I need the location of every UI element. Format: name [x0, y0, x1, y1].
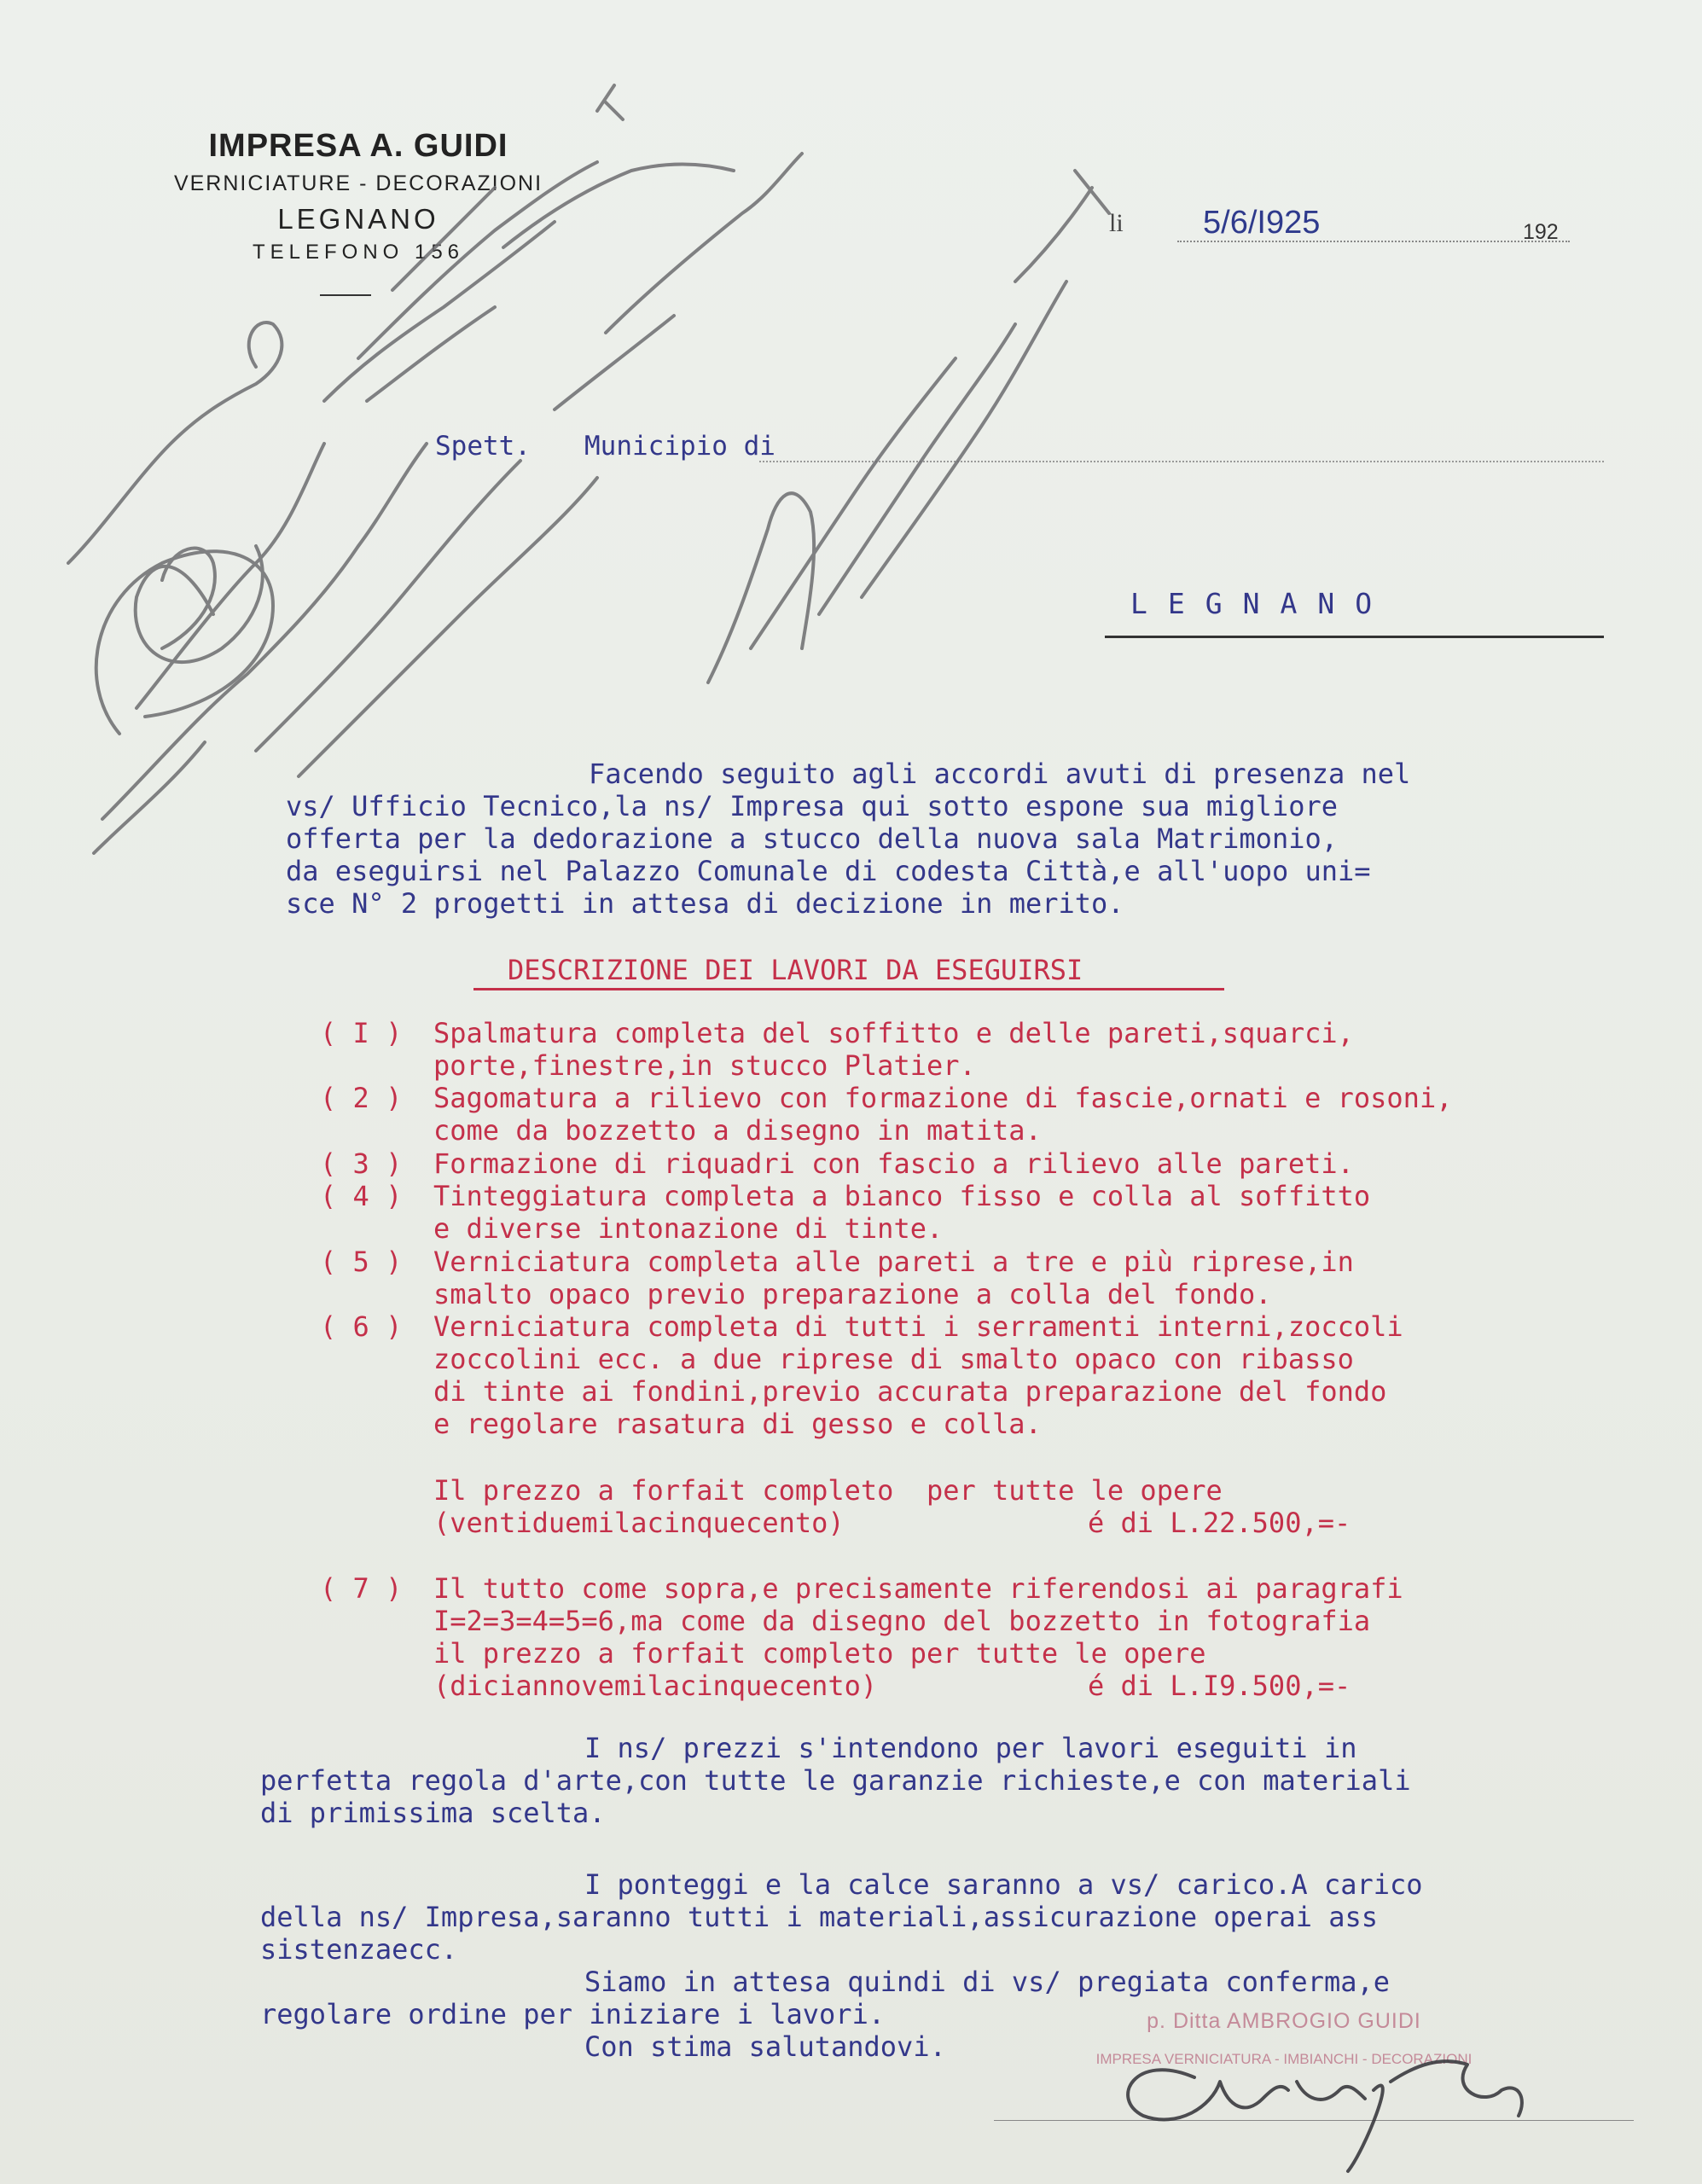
item-line: Tinteggiatura completa a bianco fisso e colla al soffitto [433, 1180, 1371, 1212]
letterhead [119, 128, 597, 264]
item-line: zoccolini ecc. a due riprese di smalto opaco con ribasso [433, 1343, 1354, 1375]
stamp-line: p. Ditta AMBROGIO GUIDI [1147, 2009, 1421, 2033]
letterhead-rule [320, 294, 371, 296]
recipient-city: LEGNANO [1130, 587, 1393, 620]
item-number: ( 2 ) [320, 1082, 403, 1114]
price1-line: Il prezzo a forfait completo per tutte le opere [433, 1474, 1223, 1507]
closing-line: sistenzaecc. [260, 1933, 458, 1966]
company-name: IMPRESA A. GUIDI [208, 128, 508, 164]
item-line: Sagomatura a rilievo con formazione di fascie,ornati e rosoni, [433, 1082, 1453, 1114]
pencil-note [96, 551, 273, 734]
pencil-note [708, 493, 814, 682]
item-line: e diverse intonazione di tinte. [433, 1212, 944, 1245]
signature-picture [1128, 2070, 1288, 2119]
closing-line: della ns/ Impresa,saranno tutti i materiali,assicurazione operai ass [260, 1901, 1379, 1933]
recipient-dotted-line [759, 461, 1604, 462]
pencil-note [367, 307, 495, 401]
pencil-note [862, 282, 1066, 597]
pencil-note [299, 478, 597, 776]
recipient-name: Municipio di [584, 431, 775, 462]
date-dotted-line [1177, 241, 1570, 242]
date-year-print: 192 [1523, 220, 1559, 244]
pencil-note [751, 358, 956, 648]
item-number: ( 6 ) [320, 1310, 403, 1343]
pencil-note [162, 549, 215, 648]
price2-amount: é di L.I9.500,=- [1088, 1670, 1351, 1702]
item-number: ( 3 ) [320, 1147, 403, 1180]
date-prefix: li [1109, 209, 1124, 237]
item-number: ( 5 ) [320, 1246, 403, 1278]
item-line: il prezzo a forfait completo per tutte le opere [433, 1637, 1206, 1670]
item-line: porte,finestre,in stucco Platier. [433, 1049, 976, 1082]
item-line: di tinte ai fondini,previo accurata preparazione del fondo [433, 1375, 1387, 1408]
closing-line: regolare ordine per iniziare i lavori. [260, 1998, 886, 2030]
price2-words: (diciannovemilacinquecento) [433, 1670, 878, 1702]
recipient-city-rule [1105, 636, 1604, 638]
pencil-note [256, 461, 520, 751]
item-line: smalto opaco previo preparazione a colla del fondo. [433, 1278, 1272, 1310]
price1-amount: é di L.22.500,=- [1088, 1507, 1351, 1539]
price1-words: (ventiduemilacinquecento) [433, 1507, 845, 1539]
pencil-note [819, 324, 1015, 614]
item-line: I=2=3=4=5=6,ma come da disegno del bozzetto in fotografia [433, 1605, 1371, 1637]
item-line: Verniciatura completa alle pareti a tre e più riprese,in [433, 1246, 1354, 1278]
intro-line: vs/ Ufficio Tecnico,la ns/ Impresa qui sotto espone sua migliore [286, 790, 1338, 822]
closing-line: I ponteggi e la calce saranno a vs/ carico.A carico [584, 1868, 1423, 1901]
signature-picture [1297, 2082, 1365, 2100]
item-line: Verniciatura completa di tutti i serramenti interni,zoccoli [433, 1310, 1403, 1343]
pencil-note [102, 444, 427, 819]
company-activity: VERNICIATURE - DECORAZIONI [173, 171, 543, 195]
pencil-note [1015, 171, 1109, 282]
item-line: e regolare rasatura di gesso e colla. [433, 1408, 1042, 1440]
intro-line: sce N° 2 progetti in attesa di decizione in merito. [286, 887, 1124, 920]
signature-picture [1391, 2061, 1522, 2116]
closing-line: perfetta regola d'arte,con tutte le garanzie richieste,e con materiali [260, 1764, 1411, 1797]
closing-line: di primissima scelta. [260, 1797, 606, 1829]
pencil-note [137, 444, 324, 708]
intro-line: da eseguirsi nel Palazzo Comunale di codesta Città,e all'uopo uni= [286, 855, 1371, 887]
item-number: ( I ) [320, 1017, 403, 1049]
closing-line: Con stima salutandovi. [584, 2030, 946, 2063]
letter-date: 5/6/I925 [1203, 205, 1321, 241]
stamp-line: IMPRESA VERNICIATURA - IMBIANCHI - DECORAZIONI [1095, 2051, 1473, 2067]
closing-line: Siamo in attesa quindi di vs/ pregiata conferma,e [584, 1966, 1391, 1998]
pencil-note [94, 742, 205, 853]
closing-line: I ns/ prezzi s'intendono per lavori eseguiti in [584, 1732, 1357, 1764]
item-line: come da bozzetto a disegno in matita. [433, 1114, 1042, 1147]
company-stamp [1062, 2009, 1506, 2068]
signature-picture [1348, 2085, 1383, 2171]
pencil-note [555, 316, 674, 410]
item-line: Spalmatura completa del soffitto e delle pareti,squarci, [433, 1017, 1354, 1049]
works-heading-underline [473, 988, 1224, 990]
company-phone: TELEFONO 156 [252, 241, 465, 264]
works-heading: DESCRIZIONE DEI LAVORI DA ESEGUIRSI [508, 954, 1083, 986]
company-city: LEGNANO [277, 203, 439, 235]
item-line: Formazione di riquadri con fascio a rilievo alle pareti. [433, 1147, 1354, 1180]
pencil-note [136, 546, 263, 662]
signature-line [994, 2120, 1634, 2121]
item-line: Il tutto come sopra,e precisamente riferendosi ai paragrafi [433, 1572, 1403, 1605]
pencil-note [68, 322, 282, 563]
recipient-salutation: Spett. [435, 431, 531, 462]
pencil-note [606, 154, 802, 333]
item-number: ( 7 ) [320, 1572, 403, 1605]
intro-line: Facendo seguito agli accordi avuti di presenza nel [589, 758, 1411, 790]
intro-line: offerta per la dedorazione a stucco della nuova sala Matrimonio, [286, 822, 1338, 855]
pencil-note [597, 85, 623, 119]
item-number: ( 4 ) [320, 1180, 403, 1212]
